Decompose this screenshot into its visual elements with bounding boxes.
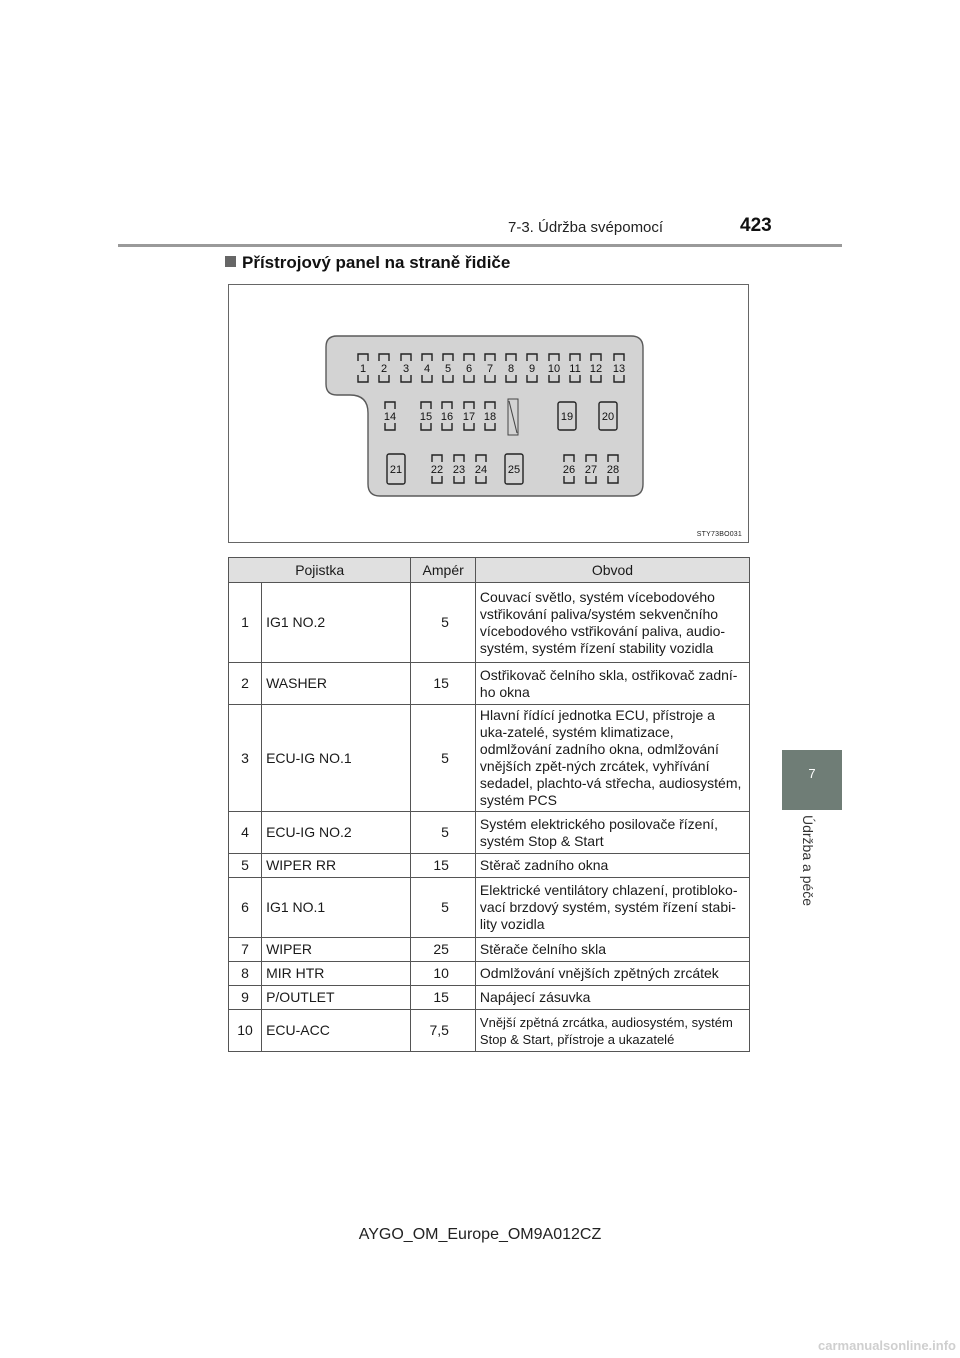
fuse-number: 4 [229,812,262,854]
watermark: carmanualsonline.info [818,1338,956,1353]
table-row [229,705,750,812]
fuse-label: 2 [380,363,388,375]
fuse-number: 5 [229,854,262,878]
table-row [229,962,750,986]
fuse-circuit: Odmlžování vnějších zpětných zrcátek [475,962,749,986]
fuse-amp: 15 [411,663,476,705]
table-header-row [229,558,750,583]
document-code: AYGO_OM_Europe_OM9A012CZ [358,1226,602,1243]
page-number: 423 [740,215,772,236]
table-row [229,938,750,962]
fuse-label: 11 [569,363,581,375]
fuse-circuit: Systém elektrického posilovače řízení, systém Stop & Start [475,812,749,854]
fuse-number: 6 [229,878,262,938]
column-header-fuse: Pojistka [229,558,411,583]
fuse-name: ECU-IG NO.1 [262,705,411,812]
section-heading [225,253,510,273]
table-row [229,854,750,878]
fuse-circuit: Napájecí zásuvka [475,986,749,1010]
fuse-label: 5 [444,363,452,375]
table-row [229,663,750,705]
fuse-slot-20 [599,402,617,430]
fuse-label: 20 [601,411,615,423]
fuse-label: 16 [440,411,454,423]
fuse-name: WASHER [262,663,411,705]
fuse-name: IG1 NO.1 [262,878,411,938]
table-row [229,986,750,1010]
column-header-circuit: Obvod [475,558,749,583]
fuse-box-svg [229,285,748,542]
fuse-table [228,557,750,1052]
column-header-amp: Ampér [411,558,476,583]
fuse-circuit: Vnější zpětná zrcátka, audiosystém, systém Stop & Start, přístroje a ukazatelé [475,1010,749,1052]
fuse-label: 17 [462,411,476,423]
fuse-slot-25 [505,454,523,484]
fuse-label: 4 [423,363,431,375]
fuse-number: 3 [229,705,262,812]
fuse-label: 8 [507,363,515,375]
fuse-amp: 25 [411,938,476,962]
table-row [229,812,750,854]
fuse-label: 10 [547,363,561,375]
fuse-amp: 15 [411,986,476,1010]
fuse-amp: 5 [411,812,476,854]
fuse-name: WIPER RR [262,854,411,878]
fuse-label: 14 [383,411,397,423]
fuse-number: 1 [229,583,262,663]
fuse-label: 7 [486,363,494,375]
section-heading-text: Přístrojový panel na straně řidiče [242,253,511,272]
fuse-label: 27 [584,464,598,476]
fuse-label: 24 [474,464,488,476]
table-row [229,1010,750,1052]
fuse-number: 8 [229,962,262,986]
fuse-label: 18 [483,411,497,423]
fuse-slot-21 [387,454,405,484]
fuse-name: ECU-ACC [262,1010,411,1052]
fuse-label: 19 [560,411,574,423]
fuse-circuit: Stěrače čelního skla [475,938,749,962]
fuse-circuit: Couvací světlo, systém vícebodového vstřikování paliva/systém sekvenčního vícebodového vstřikování paliva, audio-systém, systém řízení stability vozidla [475,583,749,663]
fuse-name: ECU-IG NO.2 [262,812,411,854]
fuse-amp: 7,5 [411,1010,476,1052]
fuse-circuit: Ostřikovač čelního skla, ostřikovač zadní-ho okna [475,663,749,705]
table-row [229,878,750,938]
fuse-label: 23 [452,464,466,476]
fuse-label: 22 [430,464,444,476]
fuse-label: 21 [389,464,403,476]
fuse-label: 28 [606,464,620,476]
fuse-amp: 5 [411,878,476,938]
fuse-label: 13 [612,363,626,375]
fuse-number: 10 [229,1010,262,1052]
fuse-label: 9 [528,363,536,375]
fuse-name: P/OUTLET [262,986,411,1010]
fuse-name: IG1 NO.2 [262,583,411,663]
table-row [229,583,750,663]
fuse-label: 1 [359,363,367,375]
fuse-amp: 5 [411,705,476,812]
fuse-number: 9 [229,986,262,1010]
chapter-tab[interactable] [782,750,842,810]
chapter-tab-label: Údržba a péče [800,815,816,907]
square-bullet-icon [225,256,236,267]
fuse-label: 12 [589,363,603,375]
fuse-slot-19 [558,402,576,430]
fuse-name: WIPER [262,938,411,962]
fuse-label: 15 [419,411,433,423]
fuse-circuit: Stěrač zadního okna [475,854,749,878]
fuse-amp: 15 [411,854,476,878]
header-rule [118,244,842,247]
fuse-name: MIR HTR [262,962,411,986]
fuse-box-diagram [228,284,749,543]
fuse-circuit: Elektrické ventilátory chlazení, protibloko-vací brzdový systém, systém řízení stabi-lity vozidla [475,878,749,938]
fuse-label: 26 [562,464,576,476]
fuse-label: 6 [465,363,473,375]
chapter-tab-number: 7 [808,766,816,781]
fuse-label: 3 [402,363,410,375]
fuse-number: 7 [229,938,262,962]
fuse-number: 2 [229,663,262,705]
fuse-circuit: Hlavní řídící jednotka ECU, přístroje a uka-zatelé, systém klimatizace, odmlžování zadního okna, odmlžování vnějších zpět-ných zrcátek, vyhřívání sedadel, plachto-vá střecha, audiosystém, systém PCS [475,705,749,812]
header-section-title: 7-3. Údržba svépomocí [508,219,664,236]
diagram-code: STY73BO031 [696,531,742,538]
fuse-label: 25 [507,464,521,476]
fuse-amp: 10 [411,962,476,986]
fuse-amp: 5 [411,583,476,663]
